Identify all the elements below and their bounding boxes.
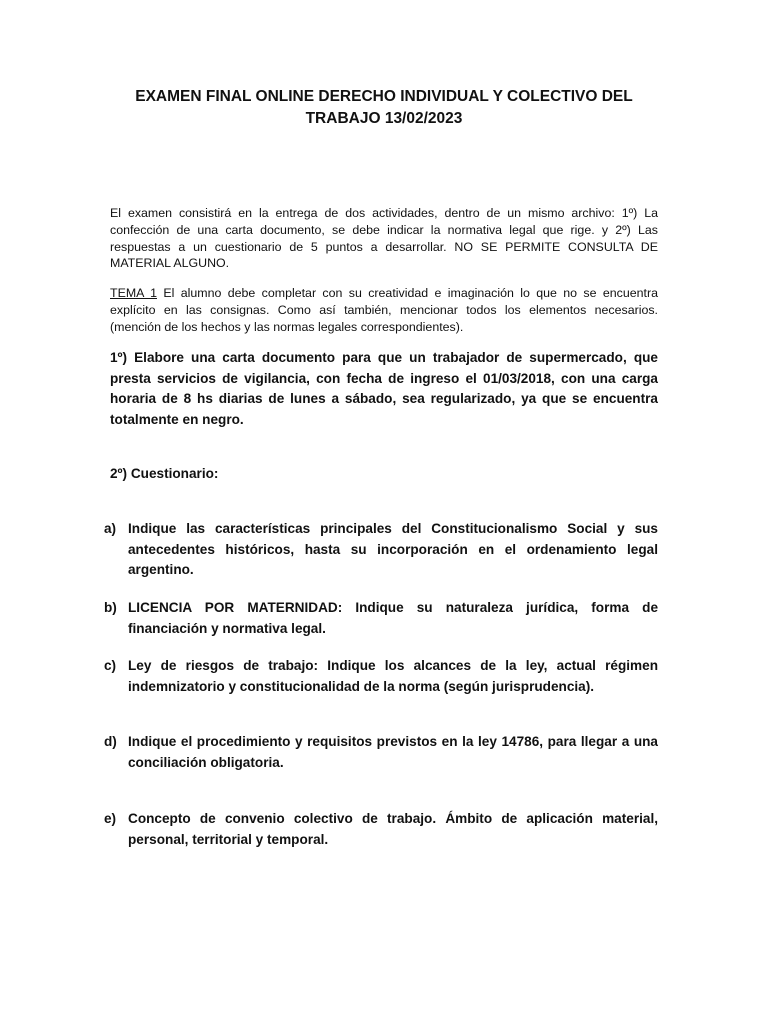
item-marker: e) [104,811,117,826]
item-marker: a) [104,521,117,536]
tema-label: TEMA 1 [110,286,157,300]
document-title [110,86,658,130]
cuestionario-heading: 2º) Cuestionario: [110,466,219,481]
title-line-2: TRABAJO 13/02/2023 [305,110,463,127]
question-item-a [104,519,658,581]
item-text: Indique las características principales del Constitucionalismo Social y sus antecedentes históricos, hasta su incorporación en el ordenamiento legal argentino. [128,521,658,577]
question-item-c [104,656,658,697]
item-text: LICENCIA POR MATERNIDAD: Indique su naturaleza jurídica, forma de financiación y normativa legal. [128,600,658,636]
item-marker: c) [104,658,117,673]
item-text: Ley de riesgos de trabajo: Indique los alcances de la ley, actual régimen indemnizatorio y constitucionalidad de la norma (según jurisprudencia). [128,658,658,694]
item-marker: b) [104,600,117,615]
question-item-d [104,732,658,773]
tema-text: El alumno debe completar con su creatividad e imaginación lo que no se encuentra explícito en las consignas. Como así también, mencionar todos los elementos necesarios. (mención de los hechos y las normas legales correspondientes). [110,286,658,334]
item-text: Indique el procedimiento y requisitos previstos en la ley 14786, para llegar a una conciliación obligatoria. [128,734,658,770]
question-item-e [104,809,658,850]
tema-paragraph [110,285,658,335]
title-line-1: EXAMEN FINAL ONLINE DERECHO INDIVIDUAL Y COLECTIVO DEL [135,88,633,105]
question-item-b [104,598,658,639]
item-marker: d) [104,734,117,749]
question-1: 1º) Elabore una carta documento para que un trabajador de supermercado, que presta servicios de vigilancia, con fecha de ingreso el 01/03/2018, con una carga horaria de 8 hs diarias de lunes a sábado, sea regularizado, ya que se encuentra totalmente en negro. [110,350,658,427]
intro-paragraph: El examen consistirá en la entrega de dos actividades, dentro de un mismo archivo: 1º) La confección de una carta documento, se debe indicar la normativa legal que rige. y 2º) Las respuestas a un cuestionario de 5 puntos a desarrollar. NO SE PERMITE CONSULTA DE MATERIAL ALGUNO. [110,206,658,271]
item-text: Concepto de convenio colectivo de trabajo. Ámbito de aplicación material, personal, territorial y temporal. [128,811,658,847]
